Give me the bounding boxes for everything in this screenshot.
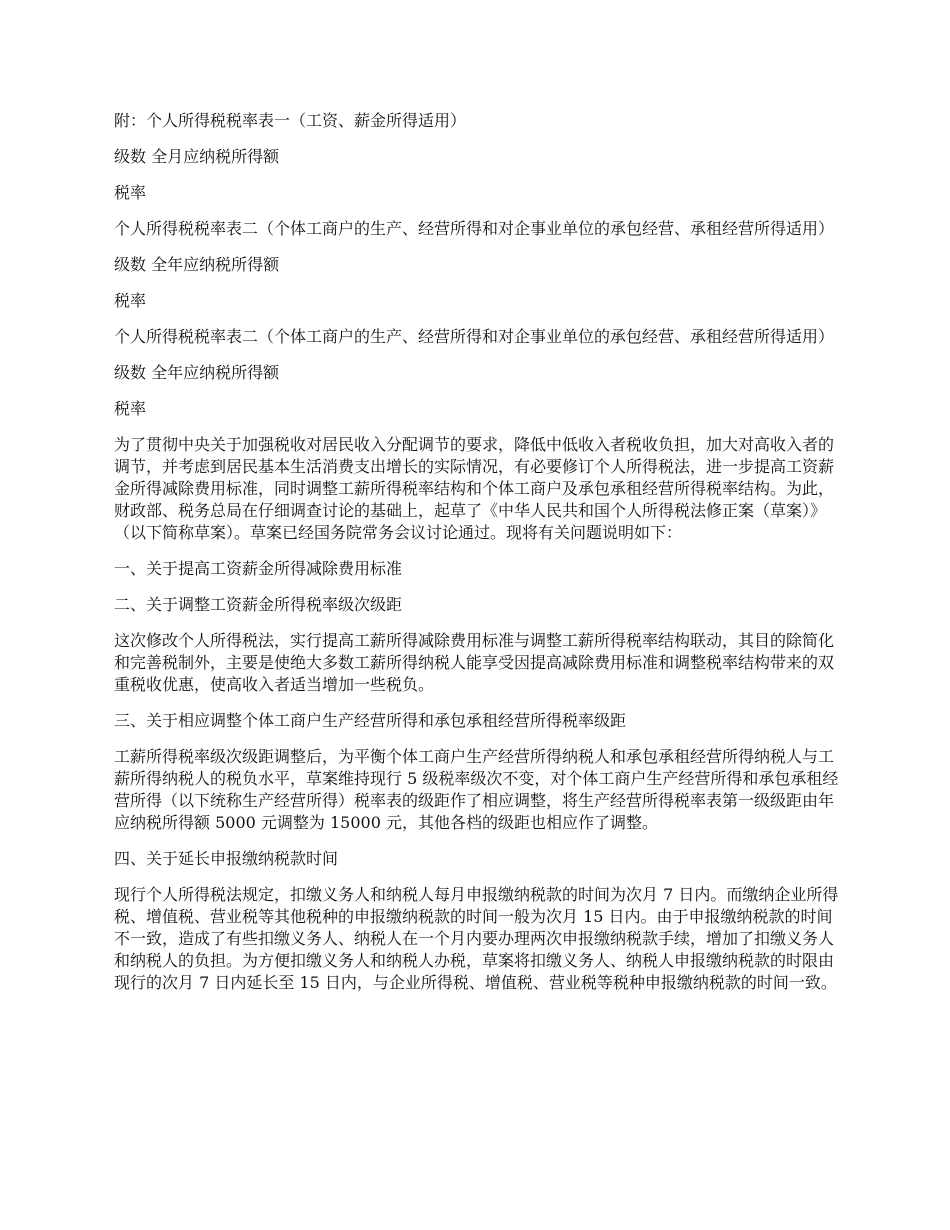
section-body-2: 这次修改个人所得税法，实行提高工薪所得减除费用标准与调整工薪所得税率结构联动，其目的除简化和完善税制外，主要是使绝大多数工薪所得纳税人能享受因提高减除费用标准和调整税率结构带来的双重税收优惠，使高收入者适当增加一些税负。	[114, 631, 835, 694]
table-one-header-rate: 税率	[114, 183, 147, 202]
table-one-header-level: 级数 全月应纳税所得额	[114, 147, 280, 166]
table-two-title: 个人所得税税率表二（个体工商户的生产、经营所得和对企事业单位的承包经营、承租经营所得适用）	[114, 219, 835, 238]
section-body-3: 工薪所得税率级次级距调整后，为平衡个体工商户生产经营所得纳税人和承包承租经营所得纳税人与工薪所得纳税人的税负水平，草案维持现行 5 级税率级次不变，对个体工商户生产经营所得和承包承租经营所得（以下统称生产经营所得）税率表的级距作了相应调整，将生产经营所得税率表第一级级距由年应纳税所得额 5000 元调整为 15000 元，其他各档的级距也相应作了调整。	[114, 747, 839, 832]
table-two-repeat-title: 个人所得税税率表二（个体工商户的生产、经营所得和对企事业单位的承包经营、承租经营所得适用）	[114, 327, 835, 346]
table-two-repeat-header-rate: 税率	[114, 399, 147, 418]
section-heading-2: 二、关于调整工资薪金所得税率级次级距	[114, 595, 403, 614]
table-two-header-rate: 税率	[114, 291, 147, 310]
table-two-repeat-header-level: 级数 全年应纳税所得额	[114, 363, 280, 382]
table-two-header-level: 级数 全年应纳税所得额	[114, 255, 280, 274]
section-heading-1: 一、关于提高工资薪金所得减除费用标准	[114, 559, 403, 578]
section-heading-3: 三、关于相应调整个体工商户生产经营所得和承包承租经营所得税率级距	[114, 711, 627, 730]
section-heading-4: 四、关于延长申报缴纳税款时间	[114, 849, 339, 868]
intro-paragraph: 为了贯彻中央关于加强税收对居民收入分配调节的要求，降低中低收入者税收负担，加大对高收入者的调节，并考虑到居民基本生活消费支出增长的实际情况，有必要修订个人所得税法，进一步提高工资薪金所得减除费用标准，同时调整工薪所得税率结构和个体工商户及承包承租经营所得税率结构。为此，财政部、税务总局在仔细调查讨论的基础上，起草了《中华人民共和国个人所得税法修正案（草案）》（以下简称草案）。草案已经国务院常务会议讨论通过。现将有关问题说明如下：	[114, 435, 835, 542]
table-one-title: 附：个人所得税税率表一（工资、薪金所得适用）	[114, 111, 467, 130]
section-body-4: 现行个人所得税法规定，扣缴义务人和纳税人每月申报缴纳税款的时间为次月 7 日内。而缴纳企业所得税、增值税、营业税等其他税种的申报缴纳税款的时间一般为次月 15 日内。由于申报缴纳税款的时间不一致，造成了有些扣缴义务人、纳税人在一个月内要办理两次申报缴纳税款手续，增加了扣缴义务人和纳税人的负担。为方便扣缴义务人和纳税人办税，草案将扣缴义务人、纳税人申报缴纳税款的时限由现行的次月 7 日内延长至 15 日内，与企业所得税、增值税、营业税等税种申报缴纳税款的时间一致。	[114, 885, 839, 992]
